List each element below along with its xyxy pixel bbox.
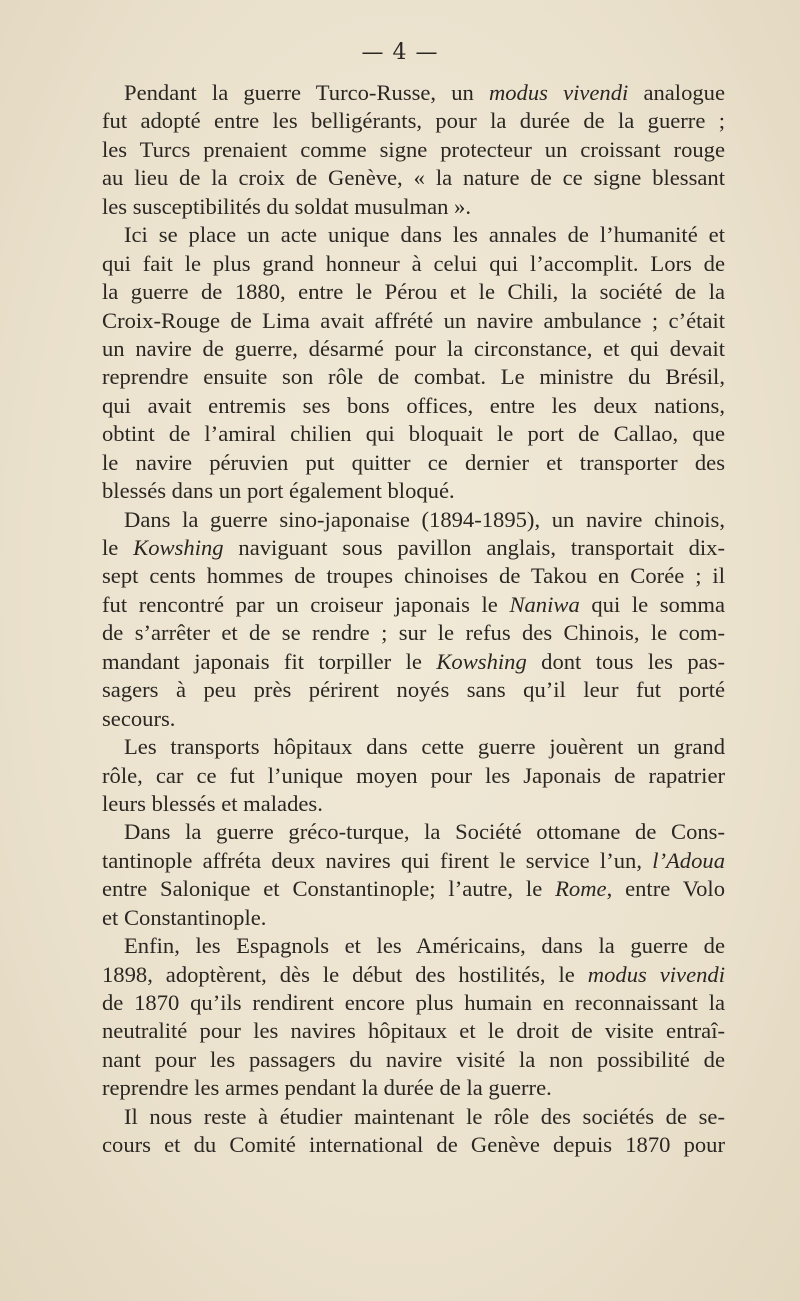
text-run: nant pour les passagers du navire visité la non possibilité de [102,1046,725,1072]
text-run: Ici se place un acte unique dans les annales de l’humanité et [124,222,725,248]
text-line [102,1074,725,1102]
italic-text: Kowshing [133,535,224,560]
text-line [102,591,725,619]
text-line [102,221,725,249]
text-line [102,676,725,704]
text-line [102,818,725,846]
text-run: Les transports hôpitaux dans cette guerre jouèrent un grand [124,734,725,760]
text-run: naviguant sous pavillon anglais, transportait dix- [223,535,725,560]
text-run: sagers à peu près périrent noyés sans qu’il leur fut porté [102,677,725,703]
italic-text: Naniwa [509,591,580,617]
italic-text: Kowshing [436,648,527,674]
text-line [102,875,725,903]
text-run: rôle, car ce fut l’unique moyen pour les Japonais de rapatrier [102,762,725,788]
text-line [102,363,725,391]
text-line [102,1131,725,1159]
text-line [102,762,725,790]
text-run: Pendant la guerre Turco-Russe, un [124,80,489,105]
text-line [102,193,725,221]
text-run: les Turcs prenaient comme signe protecteur un croissant rouge [102,136,725,162]
italic-text: Rome [555,876,607,902]
text-line [102,1046,725,1074]
text-run: leurs blessés et malades. [102,790,323,816]
text-run: qui avait entremis ses bons offices, entre les deux nations, [102,392,725,418]
text-run: fut rencontré par un croiseur japonais le [102,591,510,617]
text-line [102,79,725,107]
text-run: reprendre les armes pendant la durée de la guerre. [102,1075,552,1101]
text-run: 1898, adoptèrent, dès le début des hostilités, le [102,961,588,987]
page-number: — 4 — [361,40,439,65]
text-run: fut adopté entre les belligérants, pour la durée de la guerre ; [102,108,725,134]
text-line [102,107,725,135]
text-run: de 1870 qu’ils rendirent encore plus humain en reconnaissant la [102,990,725,1015]
text-run: un navire de guerre, désarmé pour la circonstance, et qui devait [102,335,725,361]
text-line [102,733,725,761]
body-text [102,79,725,1160]
text-run: le [102,535,134,560]
text-run: tantinople affréta deux navires qui firent le service l’un, [102,847,653,873]
text-run: mandant japonais fit torpiller le [102,648,437,674]
italic-text: modus vivendi [587,961,725,987]
text-line [102,420,725,448]
text-run: qui fait le plus grand honneur à celui qui l’accomplit. Lors de [102,250,725,276]
text-line [102,989,725,1017]
text-line [102,562,725,590]
text-line [102,619,725,647]
text-run: dont tous les pas- [526,648,725,674]
text-run: secours. [102,705,176,731]
text-line [102,534,725,562]
text-line [102,477,725,505]
text-line [102,278,725,306]
text-line [102,790,725,818]
text-line [102,506,725,534]
text-run: le navire péruvien put quitter ce dernier et transporter des [102,449,725,475]
text-run: Croix-Rouge de Lima avait affrété un navire ambulance ; c’était [102,307,725,333]
text-line [102,847,725,875]
text-line [102,449,725,477]
text-run: Enfin, les Espagnols et les Américains, dans la guerre de [124,933,725,959]
text-run: cours et du Comité international de Genève depuis 1870 pour [102,1132,725,1158]
text-run: Il nous reste à étudier maintenant le rôle des sociétés de se- [124,1103,725,1129]
text-run: sept cents hommes de troupes chinoises de Takou en Corée ; il [102,563,725,589]
text-line [102,961,725,989]
text-line [102,164,725,192]
text-line [102,648,725,676]
text-run: et Constantinople. [102,904,267,930]
text-run: de s’arrêter et de se rendre ; sur le refus des Chinois, le com- [102,620,725,646]
text-run: analogue [628,80,725,105]
text-line [102,307,725,335]
text-run: au lieu de la croix de Genève, « la nature de ce signe blessant [102,165,725,191]
text-run: entre Salonique et Constantinople; l’autre, le [102,876,556,902]
text-line [102,136,725,164]
text-run: neutralité pour les navires hôpitaux et le droit de visite entraî- [102,1018,725,1044]
text-run: reprendre ensuite son rôle de combat. Le ministre du Brésil, [102,364,725,390]
text-run: obtint de l’amiral chilien qui bloquait le port de Callao, que [102,421,725,447]
text-line [102,932,725,960]
text-line [102,250,725,278]
text-run: qui le somma [579,591,726,617]
text-run: Dans la guerre sino-japonaise (1894-1895), un navire chinois, [124,506,725,532]
text-line [102,392,725,420]
text-run: la guerre de 1880, entre le Pérou et le Chili, la société de la [102,279,725,305]
italic-text: modus vivendi [488,80,629,105]
text-run: blessés dans un port également bloqué. [102,478,455,504]
text-line [102,1103,725,1131]
text-line [102,335,725,363]
text-run: les susceptibilités du soldat musulman ». [102,193,472,219]
italic-text: l’Adoua [652,847,725,873]
text-line [102,705,725,733]
text-run: Dans la guerre gréco-turque, la Société ottomane de Cons- [124,819,725,845]
text-run: , entre Volo [606,876,725,902]
text-line [102,1017,725,1045]
text-line [102,904,725,932]
